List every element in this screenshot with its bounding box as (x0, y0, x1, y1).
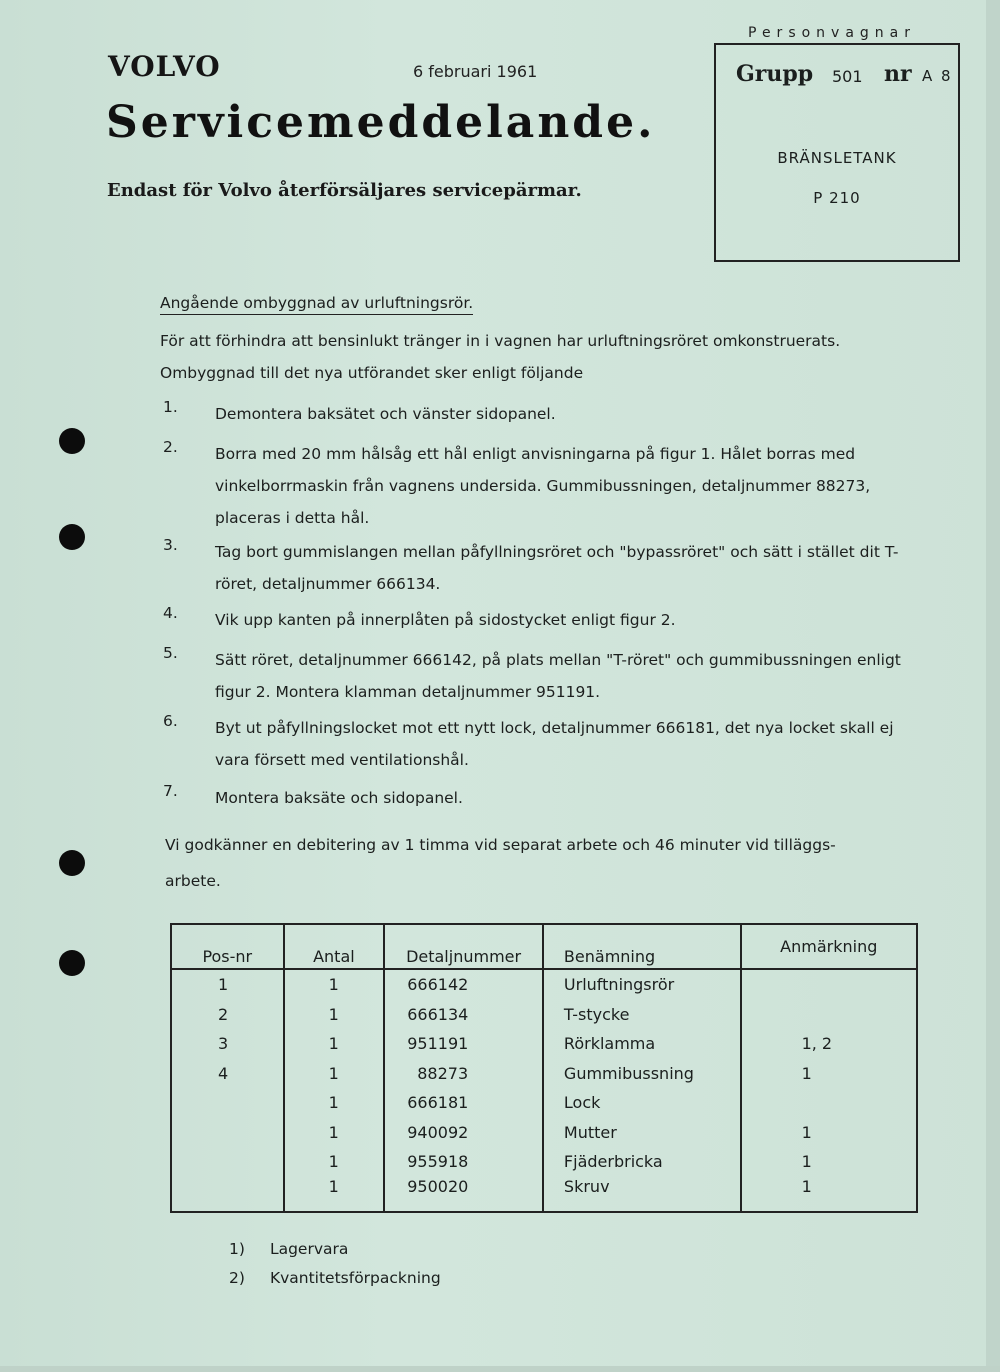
column-header: Detaljnummer (384, 924, 543, 969)
footnote-text: Kvantitetsförpackning (269, 1269, 441, 1287)
cell-benamning: Lock (543, 1088, 741, 1118)
cell-pos: 2 (171, 1000, 284, 1030)
cell-benamning: Fjäderbricka (543, 1147, 741, 1177)
cell-detaljnummer: 666134 (384, 1000, 543, 1030)
step-text: Montera baksäte och sidopanel. (215, 789, 463, 807)
billing-line-2: arbete. (165, 872, 221, 890)
step-number: 6. (163, 712, 178, 730)
table-row (171, 1059, 917, 1089)
page-subtitle: Endast för Volvo återförsäljares servicepärmar. (107, 180, 582, 201)
cell-benamning: Skruv (543, 1177, 741, 1212)
parts-table (170, 923, 918, 1213)
cell-benamning: Mutter (543, 1118, 741, 1148)
column-header: Benämning (543, 924, 741, 969)
page-title: Servicemeddelande. (106, 97, 656, 148)
table-header-row (171, 924, 917, 969)
cell-pos (171, 1147, 284, 1177)
table-row (171, 969, 917, 1000)
cell-antal: 1 (284, 1177, 385, 1212)
cell-benamning: Urluftningsrör (543, 969, 741, 1000)
cell-detaljnummer: 666142 (384, 969, 543, 1000)
cell-detaljnummer: 951191 (384, 1029, 543, 1059)
cell-pos (171, 1177, 284, 1212)
cell-pos: 1 (171, 969, 284, 1000)
cell-anmarkning (741, 1088, 917, 1118)
step-number: 4. (163, 604, 178, 622)
page-edge-bottom (0, 1366, 1000, 1372)
footnote (229, 1240, 348, 1258)
step-number: 7. (163, 782, 178, 800)
cell-anmarkning: 1 (741, 1118, 917, 1148)
cell-pos: 4 (171, 1059, 284, 1089)
footnote (229, 1269, 441, 1287)
grupp-label: Grupp (736, 61, 814, 87)
cell-antal: 1 (284, 1147, 385, 1177)
cell-antal: 1 (284, 1059, 385, 1089)
box-subject: BRÄNSLETANK (777, 149, 897, 167)
group-box (714, 43, 960, 262)
page-edge-right (986, 0, 1000, 1372)
step-number: 3. (163, 536, 178, 554)
table-row (171, 1177, 917, 1212)
nr-value: A 8 (922, 67, 953, 85)
intro-line-2: Ombyggnad till det nya utförandet sker enligt följande (160, 364, 584, 382)
cell-detaljnummer: 950020 (384, 1177, 543, 1212)
step-number: 5. (163, 644, 178, 662)
footnote-text: Lagervara (269, 1240, 349, 1258)
cell-detaljnummer: 88273 (384, 1059, 543, 1089)
cell-pos (171, 1118, 284, 1148)
step-text: Borra med 20 mm hålsåg ett hål enligt anvisningarna på figur 1. Hålet borras med vinkelborrmaskin från vagnens undersida. Gummibussningen, detaljnummer 88273, placeras i detta hål. (215, 445, 871, 527)
cell-anmarkning: 1 (741, 1059, 917, 1089)
billing-line-1: Vi godkänner en debitering av 1 timma vid separat arbete och 46 minuter vid tilläggs- (165, 836, 836, 854)
column-header: Pos-nr (171, 924, 284, 969)
cell-antal: 1 (284, 1088, 385, 1118)
cell-benamning: Gummibussning (543, 1059, 741, 1089)
cell-benamning: T-stycke (543, 1000, 741, 1030)
step-number: 2. (163, 438, 178, 456)
cell-antal: 1 (284, 1029, 385, 1059)
grupp-value: 501 (832, 67, 863, 86)
category-label: Personvagnar (748, 25, 917, 41)
document-date: 6 februari 1961 (413, 62, 538, 81)
cell-anmarkning: 1, 2 (741, 1029, 917, 1059)
punch-hole (59, 428, 85, 454)
cell-detaljnummer: 940092 (384, 1118, 543, 1148)
nr-label: nr (884, 61, 912, 87)
table-row (171, 1029, 917, 1059)
cell-anmarkning (741, 969, 917, 1000)
cell-pos (171, 1088, 284, 1118)
box-model: P 210 (813, 189, 861, 207)
punch-hole (59, 950, 85, 976)
step-text: Vik upp kanten på innerplåten på sidostycket enligt figur 2. (215, 611, 676, 629)
step-number: 1. (163, 398, 178, 416)
cell-pos: 3 (171, 1029, 284, 1059)
cell-detaljnummer: 666181 (384, 1088, 543, 1118)
step-text: Sätt röret, detaljnummer 666142, på plats mellan "T-röret" och gummibussningen enligt figur 2. Montera klamman detaljnummer 951191. (215, 651, 901, 701)
cell-antal: 1 (284, 1000, 385, 1030)
table-row (171, 1088, 917, 1118)
cell-antal: 1 (284, 969, 385, 1000)
brand-logo-text: VOLVO (108, 50, 221, 83)
punch-hole (59, 524, 85, 550)
cell-anmarkning: 1 (741, 1147, 917, 1177)
footnote-number: 1) (229, 1240, 245, 1258)
cell-benamning: Rörklamma (543, 1029, 741, 1059)
cell-anmarkning (741, 1000, 917, 1030)
table-row (171, 1000, 917, 1030)
step-text: Demontera baksätet och vänster sidopanel. (215, 405, 556, 423)
punch-hole (59, 850, 85, 876)
cell-antal: 1 (284, 1118, 385, 1148)
column-header: Antal (284, 924, 385, 969)
intro-line-1: För att förhindra att bensinlukt tränger in i vagnen har urluftningsröret omkonstruerats. (160, 332, 841, 350)
column-header: Anmärkning (741, 924, 917, 969)
section-title: Angående ombyggnad av urluftningsrör. (160, 294, 473, 315)
step-text: Tag bort gummislangen mellan påfyllningsröret och "bypassröret" och sätt i stället dit T-röret, detaljnummer 666134. (215, 543, 899, 593)
footnote-number: 2) (229, 1269, 245, 1287)
table-row (171, 1147, 917, 1177)
step-text: Byt ut påfyllningslocket mot ett nytt lock, detaljnummer 666181, det nya locket skall ej vara försett med ventilationshål. (215, 719, 894, 769)
table-row (171, 1118, 917, 1148)
cell-anmarkning: 1 (741, 1177, 917, 1212)
cell-detaljnummer: 955918 (384, 1147, 543, 1177)
